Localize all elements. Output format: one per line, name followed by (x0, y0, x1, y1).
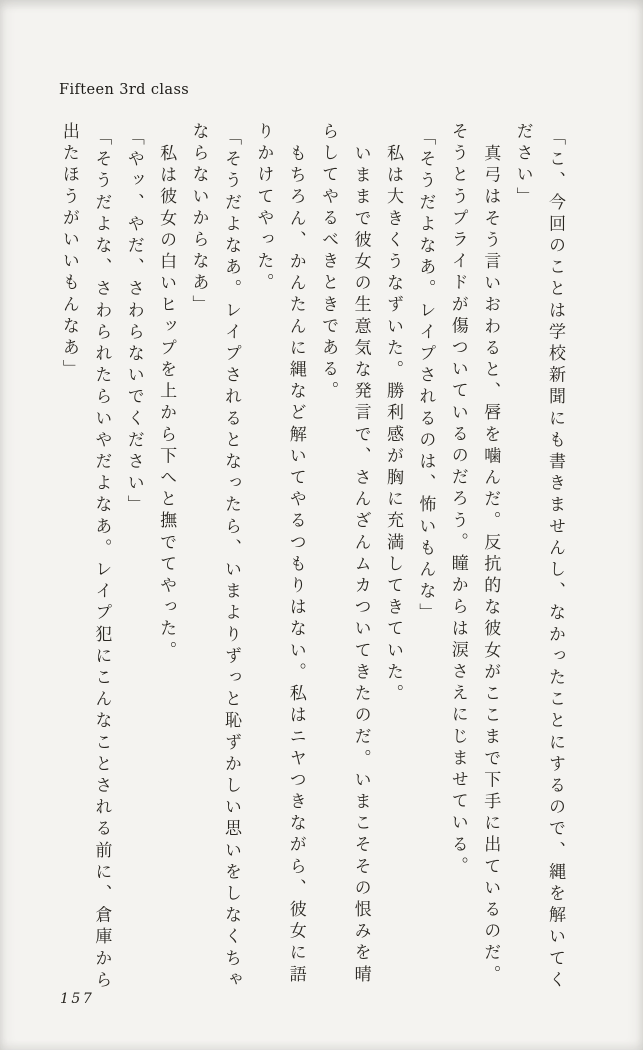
text-line: 真弓はそう言いおわると、唇を噛んだ。反抗的な彼女がここまで下手に出ているのだ。 (480, 144, 501, 987)
text-line: 「そうだよな、さわられたらいやだよなあ。レイプ犯にこんなことされる前に、倉庫から (91, 128, 112, 992)
text-line: いままで彼女の生意気な発言で、さんざんムカついてきたのだ。いまこそその恨みを晴 (350, 144, 371, 987)
text-line: りかけてやった。 (253, 122, 274, 295)
text-line: 「こ、今回のことは学校新聞にも書きませんし、なかったことにするので、縄を解いてく (545, 128, 565, 992)
text-line: 「そうだよなあ。レイプされるとなったら、いまよりずっと恥ずかしい思いをしなくちゃ (220, 128, 241, 992)
text-line: 「そうだよなあ。レイプされるのは、怖いもんな」 (415, 128, 436, 625)
text-line: そうとうプライドが傷ついているのだろう。瞳からは涙さえにじませている。 (447, 122, 468, 878)
vertical-text-block (53, 122, 572, 1006)
page-number: 157 (60, 991, 95, 1007)
text-line: 「やッ、やだ、さわらないでください」 (123, 128, 144, 517)
text-line: もちろん、かんたんに縄など解いてやるつもりはない。私はニヤつきながら、彼女に語 (285, 144, 306, 987)
running-header: Fifteen 3rd class (59, 82, 190, 98)
text-line: らしてやるべきときである。 (318, 122, 339, 403)
text-line: 私は大きくうなずいた。勝利感が胸に充満してきていた。 (382, 144, 403, 706)
text-line: ならないからなあ」 (188, 122, 209, 317)
text-line: ださい」 (512, 122, 533, 209)
text-line: 出たほうがいいもんなあ」 (58, 122, 79, 382)
text-line: 私は彼女の白いヒップを上から下へと撫でてやった。 (156, 144, 177, 663)
